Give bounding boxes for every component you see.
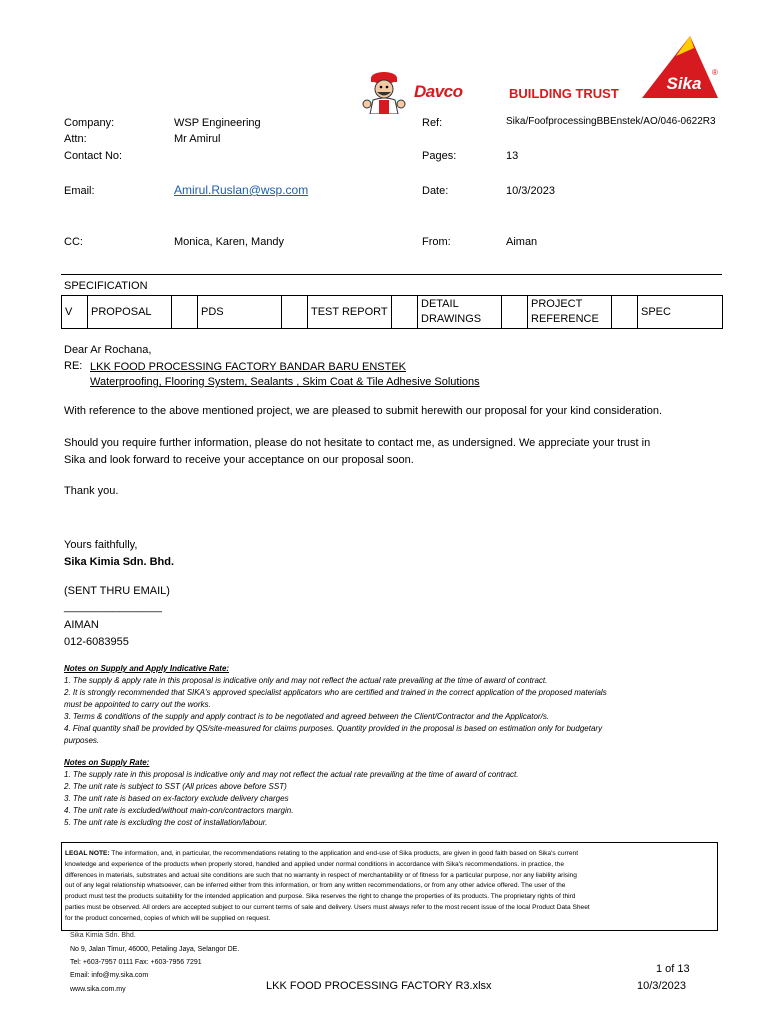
date-label: Date: (422, 185, 449, 197)
footer-page-number: 1 of 13 (656, 963, 690, 975)
specification-title: SPECIFICATION (64, 280, 148, 292)
davco-logo (362, 70, 467, 114)
cc-label: CC: (64, 236, 83, 248)
spec-check-cell: V (62, 296, 88, 329)
legal-line: differences in materials, substrates and actual site conditions are such that no warranty in respect of merchantability or of fitness for a particular purpose, nor any liability arising (65, 871, 577, 879)
attn-value: Mr Amirul (174, 133, 221, 145)
spec-detail-drawings-cell: DETAIL DRAWINGS (418, 296, 502, 329)
footer-address: No 9, Jalan Timur, 46000, Petaling Jaya, Selangor DE. (70, 946, 240, 953)
re-subject-line-1: LKK FOOD PROCESSING FACTORY BANDAR BARU ENSTEK (90, 361, 407, 373)
from-label: From: (422, 236, 451, 248)
legal-note-box (61, 842, 718, 931)
note-line: 2. It is strongly recommended that SIKA's approved specialist applicators who are certified and trained in the correct application of the proposed materials (64, 688, 607, 697)
spec-check-cell (612, 296, 638, 329)
footer-date: 10/3/2023 (637, 980, 686, 992)
sika-registered-mark: ® (712, 68, 718, 77)
spec-check-cell (392, 296, 418, 329)
legal-line: knowledge and experience of the products when properly stored, handled and applied under normal conditions in accordance with Sika's recommendations. in practice, the (65, 860, 565, 868)
footer-tel-fax: Tel: +603-7957 0111 Fax: +603-7956 7291 (70, 959, 202, 966)
pages-value: 13 (506, 150, 519, 162)
pages-label: Pages: (422, 150, 457, 162)
notes-supply-apply-title: Notes on Supply and Apply Indicative Rate: (64, 664, 230, 673)
sender-company: Sika Kimia Sdn. Bhd. (64, 556, 175, 568)
davco-logo-text: Davco (414, 82, 463, 101)
paragraph-1: With reference to the above mentioned project, we are pleased to submit herewith our proposal for your kind consideration. (64, 405, 662, 417)
spec-project-reference-cell: PROJECT REFERENCE (528, 296, 612, 329)
note-line: 3. The unit rate is based on ex-factory exclude delivery charges (64, 794, 289, 803)
spec-spec-cell: SPEC (638, 296, 723, 329)
thank-you: Thank you. (64, 485, 119, 497)
sika-logo-text: Sika (666, 74, 702, 93)
closing: Yours faithfully, (64, 539, 138, 551)
footer-website: www.sika.com.my (70, 986, 126, 993)
footer-filename: LKK FOOD PROCESSING FACTORY R3.xlsx (266, 980, 492, 992)
header-divider (61, 274, 722, 275)
spec-check-cell (282, 296, 308, 329)
specification-row (62, 296, 723, 329)
note-line: 1. The supply & apply rate in this proposal is indicative only and may not reflect the actual rate prevailing at the time of award of contract. (64, 676, 548, 685)
footer-email: Email: info@my.sika.com (70, 972, 149, 979)
sika-triangle-icon (640, 34, 722, 100)
spec-check-cell (172, 296, 198, 329)
re-label: RE: (64, 360, 83, 372)
paragraph-2-line-1: Should you require further information, please do not hesitate to contact me, as undersigned. We appreciate your trust in (64, 437, 651, 449)
attn-label: Attn: (64, 133, 87, 145)
legal-note-title: LEGAL NOTE: (65, 850, 110, 857)
note-line: 3. Terms & conditions of the supply and apply contract is to be negotiated and agreed between the Client/Contractor and the Applicator/s. (64, 712, 550, 721)
legal-line: parties must be observed. All orders are accepted subject to our current terms of sale and delivery. Users must always refer to the most recent issue of the local Product Data Sheet (65, 903, 590, 911)
email-link[interactable]: Amirul.Ruslan@wsp.com (174, 183, 309, 197)
notes-supply-title: Notes on Supply Rate: (64, 758, 150, 767)
signer-phone: 012-6083955 (64, 636, 129, 648)
spec-test-report-cell: TEST REPORT (308, 296, 392, 329)
note-line: purposes. (64, 736, 100, 745)
sent-via-email: (SENT THRU EMAIL) (64, 585, 170, 597)
re-subject-line-2: Waterproofing, Flooring System, Sealants , Skim Coat & Tile Adhesive Solutions (90, 376, 480, 388)
legal-line: for the product concerned, copies of which will be supplied on request. (65, 914, 271, 922)
ref-label: Ref: (422, 117, 443, 129)
spec-check-cell (502, 296, 528, 329)
ref-value: Sika/FoofprocessingBBEnstek/AO/046-0622R3 (506, 116, 716, 127)
signature-line: ________________ (64, 601, 162, 613)
paragraph-2-line-2: Sika and look forward to receive your acceptance on our proposal soon. (64, 454, 414, 466)
legal-line (65, 849, 714, 860)
note-line: 4. The unit rate is excluded/without main-con/contractors margin. (64, 806, 294, 815)
note-line: 4. Final quantity shall be provided by QS/site-measured for claims purposes. Quantity provided in the proposal is based on estimation only for budgetary (64, 724, 603, 733)
contact-label: Contact No: (64, 150, 123, 162)
footer-company: Sika Kimia Sdn. Bhd. (70, 932, 136, 939)
specification-table (61, 295, 723, 329)
salutation: Dear Ar Rochana, (64, 344, 152, 356)
spec-proposal-cell: PROPOSAL (88, 296, 172, 329)
from-value: Aiman (506, 236, 538, 248)
company-value: WSP Engineering (174, 117, 261, 129)
signer-name: AIMAN (64, 619, 99, 631)
sika-logo (640, 34, 722, 100)
legal-line: product must test the products suitability for the intended application and purpose. Sika reserves the right to change the properties of its products. The proprietary rights of third (65, 893, 576, 901)
legal-line: out of any legal relationship whatsoever, can be inferred either from this information, or from any written recommendations, or from any other advice offered. The user of the (65, 882, 566, 890)
davco-mascot-icon (362, 70, 410, 114)
notes-supply-apply (64, 663, 724, 747)
legal-text: The information, and, in particular, the recommendations relating to the application and end-use of Sika products, are given in good faith based on Sika's current (111, 850, 579, 857)
cc-value: Monica, Karen, Mandy (174, 236, 285, 248)
note-line: 1. The supply rate in this proposal is indicative only and may not reflect the actual rate prevailing at the time of award of contract. (64, 770, 519, 779)
date-value: 10/3/2023 (506, 185, 555, 197)
note-line: must be appointed to carry out the works. (64, 700, 211, 709)
email-label: Email: (64, 185, 95, 197)
notes-supply (64, 757, 724, 829)
note-line: 2. The unit rate is subject to SST (All prices above before SST) (64, 782, 287, 791)
note-line: 5. The unit rate is excluding the cost of installation/labour. (64, 818, 268, 827)
company-label: Company: (64, 117, 115, 129)
building-trust-tagline: BUILDING TRUST (509, 86, 619, 101)
spec-pds-cell: PDS (198, 296, 282, 329)
